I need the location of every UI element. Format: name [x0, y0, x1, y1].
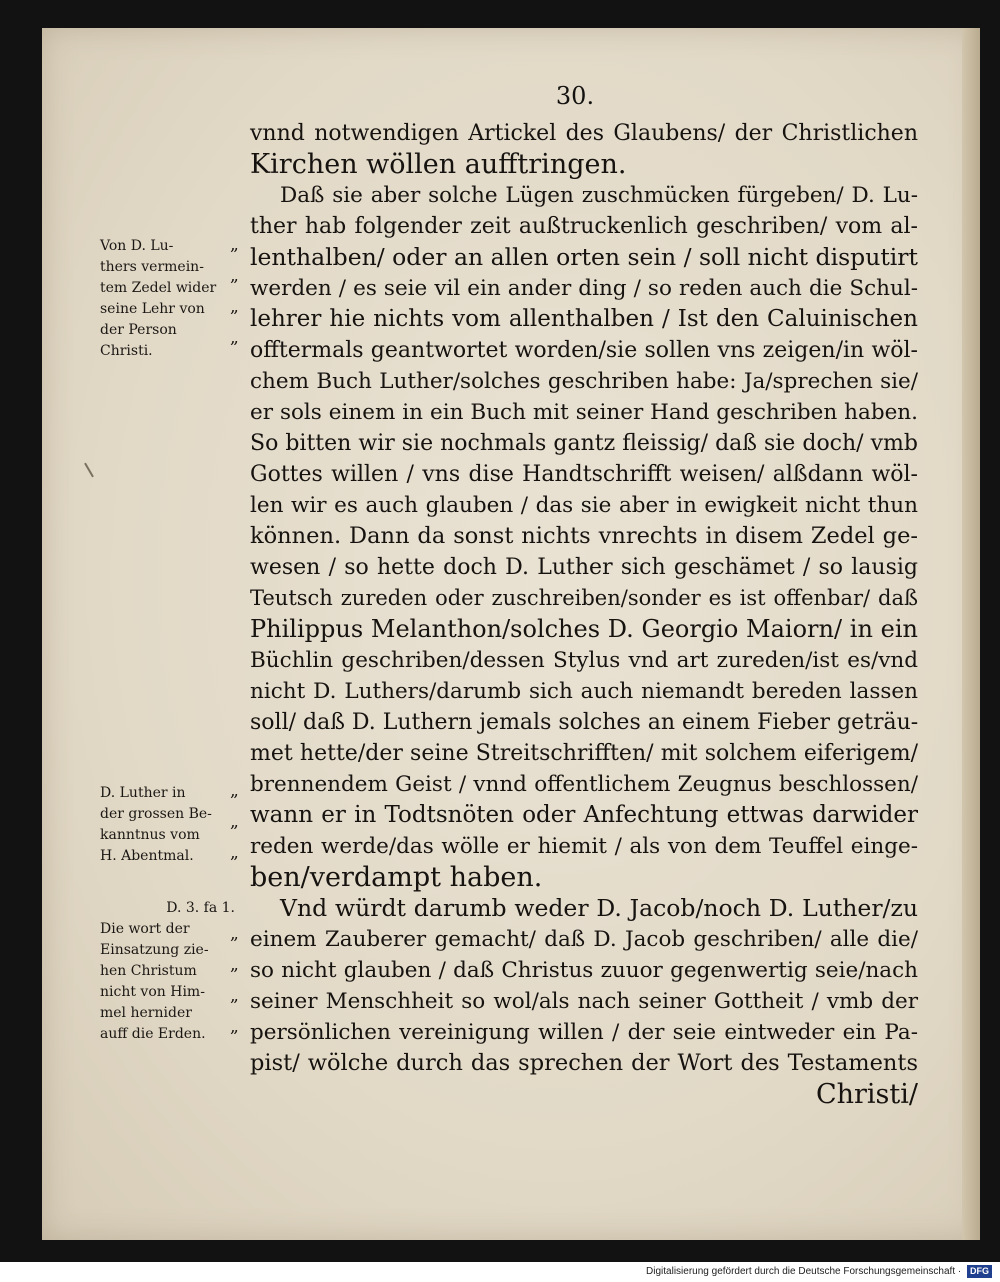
catchword-line: Christi/ — [815, 1079, 918, 1110]
marginal-note-line: hen Christum — [100, 963, 197, 979]
text-line: Daß sie aber solche Lügen zuschmücken fürgeben/ D. Lu- — [280, 183, 918, 208]
text-line: chem Buch Luther/solches geschriben habe: Ja/sprechen sie/ — [250, 369, 918, 394]
quote-mark: „ — [230, 955, 239, 975]
marginal-note-line: Von D. Lu- — [100, 238, 174, 254]
text-line: Büchlin geschriben/dessen Stylus vnd art zureden/ist es/vnd — [250, 648, 918, 673]
text-line: soll/ daß D. Luthern jemals solches an einem Fieber geträu- — [250, 710, 919, 735]
marginal-note-line: D. 3. fa 1. — [166, 900, 235, 916]
marginal-note-line: mel hernider — [100, 1005, 192, 1021]
text-line: er sols einem in ein Buch mit seiner Hand geschriben haben. — [250, 400, 918, 425]
text-line: vnnd notwendigen Artickel des Glaubens/ der Christlichen — [250, 121, 918, 146]
digitization-footer — [0, 1262, 1000, 1282]
text-line: reden werde/das wölle er hiemit / als von dem Teuffel einge- — [250, 834, 918, 859]
text-line: werden / es seie vil ein ander ding / so reden auch die Schul- — [250, 276, 918, 301]
page-number: 30. — [555, 82, 595, 110]
text-line: so nicht glauben / daß Christus zuuor gegenwertig seie/nach — [250, 958, 918, 983]
text-line: ben/verdampt haben. — [250, 862, 543, 893]
quote-mark: „ — [230, 1017, 239, 1037]
text-line: ther hab folgender zeit außtruckenlich geschriben/ vom al- — [250, 214, 918, 239]
footer-credit-text: Digitalisierung gefördert durch die Deutsche Forschungsgemeinschaft · — [646, 1266, 962, 1277]
quote-mark: „ — [230, 843, 239, 863]
text-line: Kirchen wöllen aufftringen. — [250, 149, 627, 180]
marginal-note-line: der grossen Be- — [100, 806, 212, 822]
text-line: seiner Menschheit so wol/als nach seiner Gottheit / vmb der — [250, 989, 918, 1014]
text-line: Philippus Melanthon/solches D. Georgio Maiorn/ in ein — [250, 615, 918, 643]
marginal-note-line: nicht von Him- — [100, 984, 205, 1000]
text-line: persönlichen vereinigung willen / der seie eintweder ein Pa- — [250, 1020, 918, 1045]
quote-mark: „ — [230, 986, 239, 1006]
text-line: met hette/der seine Streitschrifften/ mit solchem eiferigem/ — [250, 741, 918, 766]
text-line: Teutsch zureden oder zuschreiben/sonder es ist offenbar/ daß — [250, 586, 918, 610]
text-line: können. Dann da sonst nichts vnrechts in disem Zedel ge- — [250, 523, 918, 549]
marginal-note-line: Christi. — [100, 343, 153, 359]
text-line: Gottes willen / vns dise Handtschrifft weisen/ alßdann wöl- — [250, 462, 918, 487]
text-line: wesen / so hette doch D. Luther sich geschämet / so lausig — [250, 555, 918, 580]
text-line: offtermals geantwortet worden/sie sollen vns zeigen/in wöl- — [250, 338, 918, 363]
quote-mark: „ — [230, 297, 239, 317]
marginal-note-einsatzung — [100, 898, 235, 1045]
text-line: pist/ wölche durch das sprechen der Wort des Testaments — [250, 1050, 918, 1076]
marginal-note-line: Die wort der — [100, 921, 190, 937]
marginal-note-line: D. Luther in — [100, 785, 186, 801]
marginal-note-line: auff die Erden. — [100, 1026, 206, 1042]
marginal-note-bekanntnus — [100, 783, 235, 867]
quote-mark: „ — [230, 924, 239, 944]
text-line: einem Zauberer gemacht/ daß D. Jacob geschriben/ alle die/ — [250, 927, 918, 952]
marginal-note-line: seine Lehr von — [100, 301, 205, 317]
text-line: nicht D. Luthers/darumb sich auch niemandt bereden lassen — [250, 679, 918, 704]
main-text-block — [250, 118, 918, 1110]
marginal-note-line: thers vermein- — [100, 259, 204, 275]
quote-mark: „ — [230, 812, 239, 832]
dfg-logo: DFG — [967, 1265, 992, 1278]
quote-mark: „ — [230, 328, 239, 348]
marginal-note-line: H. Abentmal. — [100, 848, 194, 864]
quote-mark: „ — [230, 781, 239, 801]
page-edge — [962, 28, 980, 1240]
marginal-note-line: kanntnus vom — [100, 827, 200, 843]
marginal-note-line: tem Zedel wider — [100, 280, 217, 296]
text-line: lehrer hie nichts vom allenthalben / Ist den Caluinischen — [250, 306, 918, 332]
marginal-note-line: Einsatzung zie- — [100, 942, 209, 958]
text-line: brennendem Geist / vnnd offentlichem Zeugnus beschlossen/ — [250, 772, 918, 797]
quote-mark: „ — [230, 266, 239, 286]
text-line: Vnd würdt darumb weder D. Jacob/noch D. Luther/zu — [280, 894, 918, 922]
text-line: So bitten wir sie nochmals gantz fleissig/ daß sie doch/ vmb — [250, 431, 918, 456]
marginal-note-luther-zedel — [100, 236, 235, 362]
text-line: len wir es auch glauben / das sie aber in ewigkeit nicht thun — [250, 493, 918, 518]
quote-mark: „ — [230, 235, 239, 255]
marginal-note-line: der Person — [100, 322, 177, 338]
text-line: wann er in Todtsnöten oder Anfechtung ettwas darwider — [250, 802, 918, 828]
text-line: lenthalben/ oder an allen orten sein / soll nicht disputirt — [250, 243, 918, 271]
